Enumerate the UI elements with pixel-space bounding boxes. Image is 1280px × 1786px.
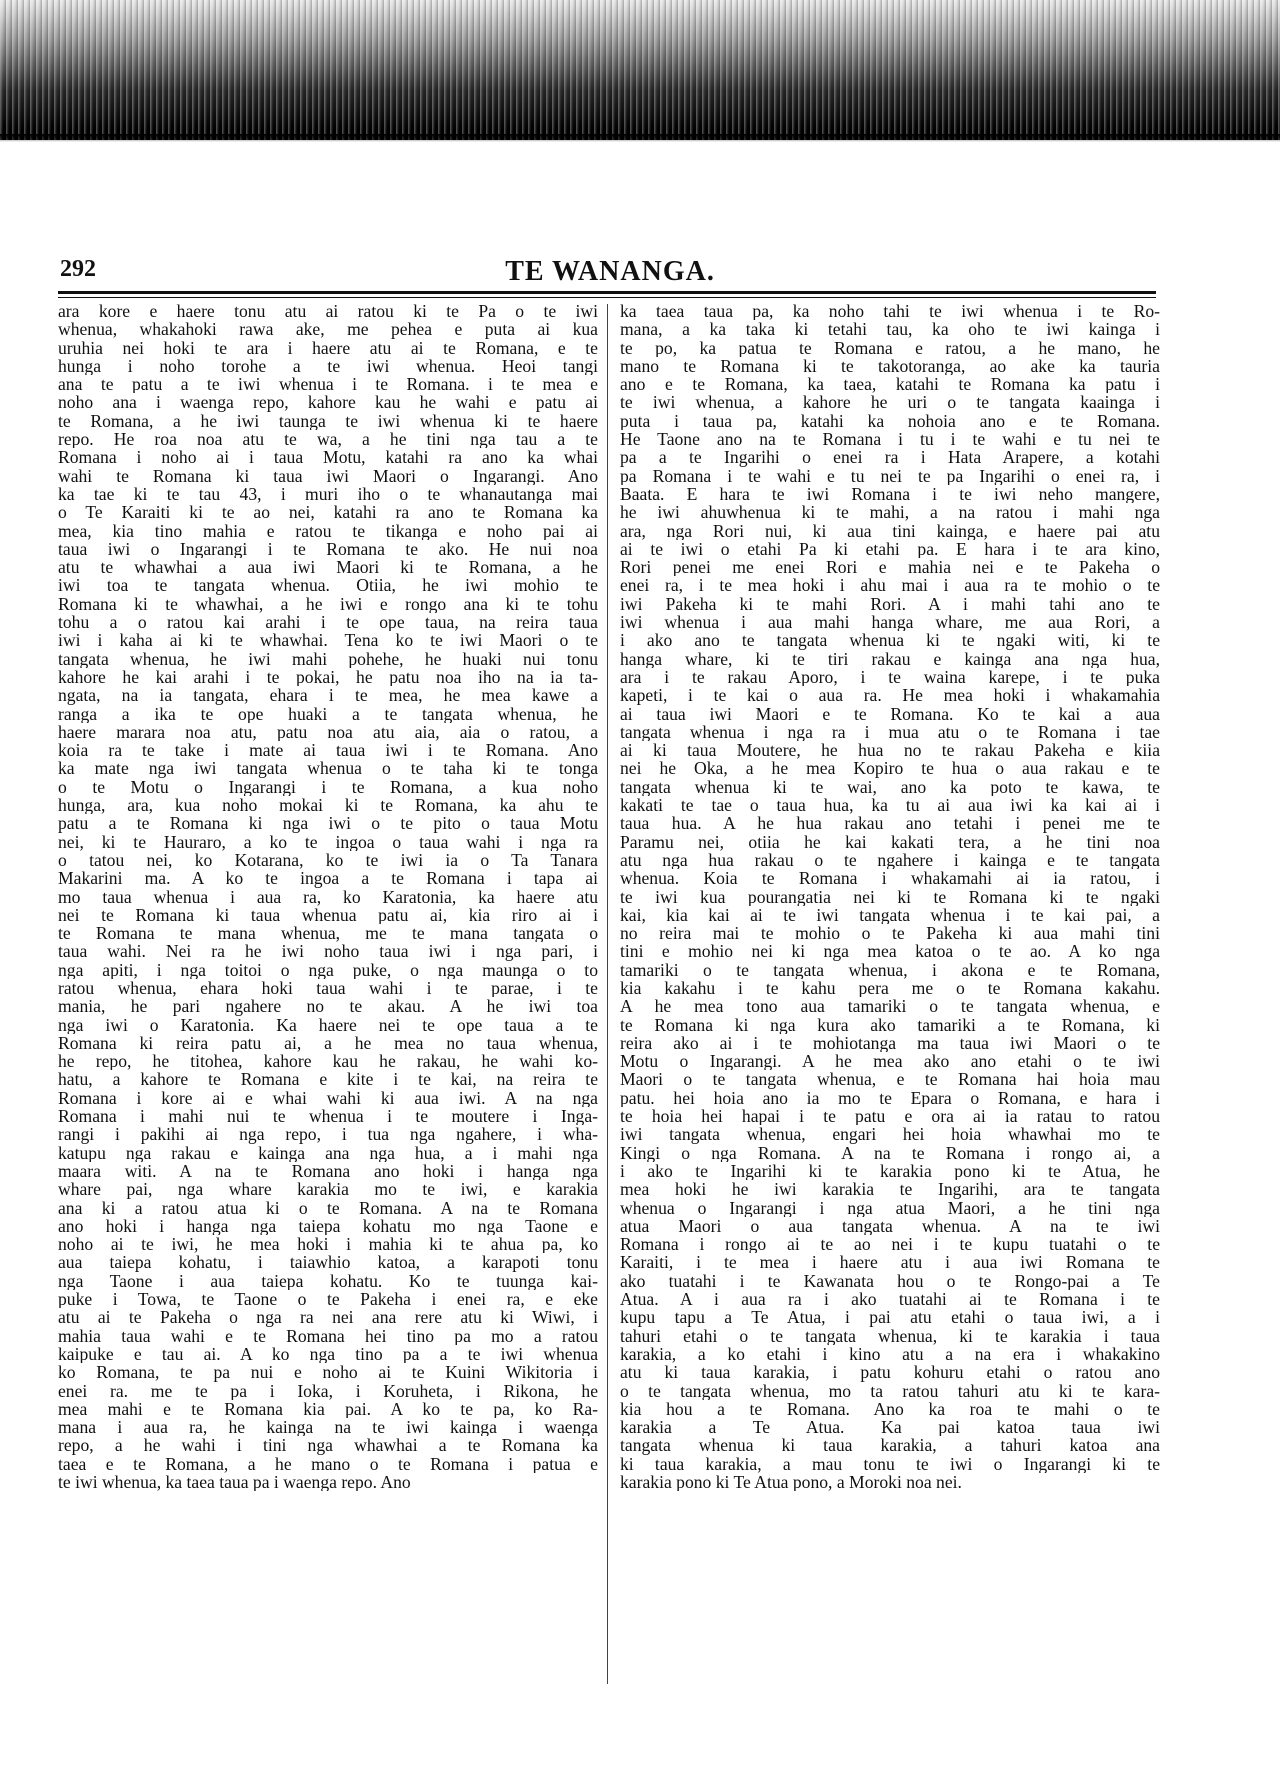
- text-line: i ako te Ingarihi ki te karakia pono ki te Atua, he: [620, 1161, 1160, 1181]
- text-line: hatu, a kahore te Romana e kite i te kai, na reira te: [58, 1070, 598, 1089]
- text-line: ana te patu a te iwi whenua i te Romana. i te mea e: [58, 375, 598, 394]
- text-line: pa a te Ingarihi o enei ra i Hata Arapere, a kotahi: [620, 448, 1160, 467]
- text-line: A he mea tono aua tamariki o te tangata whenua, e: [620, 997, 1160, 1016]
- text-line: te iwi kua pourangatia nei ki te Romana ki te ngaki: [620, 887, 1160, 906]
- text-line: te Romana te mana whenua, me te mana tangata o: [58, 924, 598, 943]
- text-line: kahore he kai arahi i te pokai, he patu noa iho na ia ta-: [58, 667, 598, 687]
- header-rule-thick: [58, 291, 1156, 294]
- text-line: tangata whenua ki te wai, ano ka poto te kawa, te: [620, 777, 1160, 797]
- text-line: ano hoki i hanga nga taiepa kohatu mo nga Taone e: [58, 1216, 598, 1236]
- text-line: te po, ka patua te Romana e ratou, a he mano, he: [620, 338, 1160, 357]
- text-line: ano e te Romana, ka taea, katahi te Romana ka patu i: [620, 375, 1160, 394]
- text-line: ara kore e haere tonu atu ai ratou ki te Pa o te iwi: [58, 302, 598, 321]
- text-line: reira ako ai i te mohiotanga ma taua iwi Maori o te: [620, 1033, 1160, 1053]
- text-line: enei ra. me te pa i Ioka, i Koruheta, i Rikona, he: [58, 1381, 598, 1400]
- text-line: te hoia hei hapai i te patu e ora ai ia ratau to ratou: [620, 1107, 1160, 1126]
- text-line: ko Romana, te pa nui e noho ai te Kuini Wikitoria i: [58, 1363, 598, 1382]
- scan-band-edge: [0, 134, 1280, 142]
- text-line: katupu nga rakau e kainga ana nga hua, a i mahi nga: [58, 1143, 598, 1162]
- text-line: Makarini ma. A ko te ingoa a te Romana i tapa ai: [58, 869, 598, 888]
- text-line: He Taone ano na te Romana i tu i te wahi e tu nei te: [620, 430, 1160, 449]
- text-line: te Romana, a he iwi taunga te iwi whenua ki te haere: [58, 411, 598, 431]
- text-line: Romana i kore ai e whai wahi ki aua iwi. A na nga: [58, 1088, 598, 1108]
- text-line: karakia a Te Atua. Ka pai katoa taua iwi: [620, 1418, 1160, 1437]
- text-line: mania, he pari ngahere no te akau. A he iwi toa: [58, 997, 598, 1016]
- text-line: iwi tangata whenua, engari hei hoia whawhai mo te: [620, 1125, 1160, 1144]
- text-line: atua Maori o aua tangata whenua. A na te iwi: [620, 1216, 1160, 1236]
- text-line: ka mate nga iwi tangata whenua o te taha ki te tonga: [58, 759, 598, 778]
- text-line: tini e mohio nei ki nga mea katoa o te ao. A ko nga: [620, 942, 1160, 961]
- text-line: iwi i kaha ai ki te whawhai. Tena ko te iwi Maori o te: [58, 631, 598, 650]
- header-rule-thin: [58, 297, 1156, 298]
- text-line: patu a te Romana ki nga iwi o te pito o taua Motu: [58, 814, 598, 833]
- text-line: o te tangata whenua, mo ta ratou tahuri atu ki te kara-: [620, 1381, 1160, 1400]
- text-line: wahi te Romana ki taua iwi Maori o Ingarangi. Ano: [58, 466, 598, 485]
- text-line: whenua, whakahoki rawa ake, me pehea e puta ai kua: [58, 320, 598, 339]
- text-line: puke i Towa, te Taone o te Pakeha i enei ra, e eke: [58, 1290, 598, 1309]
- page-title: TE WANANGA.: [505, 256, 715, 287]
- text-line: kaipuke e tau ai. A ko nga tino pa a te iwi whenua: [58, 1344, 598, 1364]
- text-line: ara i te rakau Aporo, i te waina karepe, i te puka: [620, 667, 1160, 687]
- text-line: taua iwi o Ingarangi i te Romana te ako. He nui noa: [58, 539, 598, 559]
- text-line: ana ki a ratou atua ki o te Romana. A na te Romana: [58, 1198, 598, 1217]
- scan-dark-band: [0, 0, 1280, 140]
- text-line: karakia, a ko etahi i kino atu a na era i whakakino: [620, 1344, 1160, 1364]
- text-line: tamariki o te tangata whenua, i akona e te Romana,: [620, 960, 1160, 979]
- text-line: Atua. A i aua ra i ako tuatahi ai te Romana i te: [620, 1290, 1160, 1309]
- text-line: kia kakahu i te kahu pera me o te Romana kakahu.: [620, 978, 1160, 998]
- column-divider: [607, 304, 608, 1684]
- text-line: nga apiti, i nga toitoi o nga puke, o nga maunga o to: [58, 960, 598, 979]
- text-line: Motu o Ingarangi. A he mea ako ano etahi o te iwi: [620, 1052, 1160, 1071]
- text-line: he repo, he titohea, kahore kau he rakau, he wahi ko-: [58, 1052, 598, 1071]
- text-line: nei he Oka, a he mea Kopiro te hua o aua rakau e te: [620, 759, 1160, 778]
- text-line: mahia taua wahi e te Romana hei tino pa mo a ratou: [58, 1326, 598, 1345]
- text-line: haere marara noa atu, patu noa atu aia, aia o ratou, a: [58, 722, 598, 742]
- text-line: Kingi o nga Romana. A na te Romana i rongo ai, a: [620, 1143, 1160, 1162]
- text-line: ai ki taua Moutere, he hua no te rakau Pakeha e kiia: [620, 741, 1160, 760]
- text-line: mano te Romana ki te takotoranga, ao ake ka tauria: [620, 356, 1160, 376]
- text-line: nga Taone i aua taiepa kohatu. Ko te tuunga kai-: [58, 1271, 598, 1291]
- text-line: he iwi ahuwhenua ki te mahi, a na ratou i mahi nga: [620, 503, 1160, 522]
- text-line: kia hou a te Romana. Ano ka roa te mahi o te: [620, 1399, 1160, 1419]
- text-line: atu ki taua karakia, i patu kohuru etahi o ratou ano: [620, 1363, 1160, 1382]
- text-line: atu nga hua rakau o te ngahere i kainga e te tangata: [620, 850, 1160, 870]
- text-line: kapeti, i te kai o aua ra. He mea hoki i whakamahia: [620, 686, 1160, 705]
- text-line: iwi whenua i aua mahi hanga whare, me aua Rori, a: [620, 613, 1160, 632]
- page-header: [60, 256, 1160, 296]
- text-line: mea mahi e te Romana kia pai. A ko te pa, ko Ra-: [58, 1399, 598, 1419]
- text-line: enei ra, i te mea hoki i ahu mai i aua ra te mohio o te: [620, 576, 1160, 595]
- text-line: iwi toa te tangata whenua. Otiia, he iwi mohio te: [58, 576, 598, 595]
- text-line: mea, kia tino mahia e ratou te tikanga e noho pai ai: [58, 521, 598, 540]
- text-line: Romana ki reira patu ai, a he mea no taua whenua,: [58, 1033, 598, 1053]
- text-line: no reira mai te mohio o te Pakeha ki aua mahi tini: [620, 924, 1160, 943]
- text-line: kai, kia kai ai te iwi tangata whenua i te kai pai, a: [620, 905, 1160, 925]
- text-line: mana i aua ra, he kainga na te iwi kainga i waenga: [58, 1418, 598, 1437]
- right-column: [620, 302, 1160, 1491]
- text-line: Romana i rongo ai te ao nei i te kupu tuatahi o te: [620, 1235, 1160, 1254]
- text-line: tahuri etahi o te tangata whenua, ki te karakia i taua: [620, 1326, 1160, 1345]
- text-line: ngata, na ia tangata, ehara i te mea, he mea kawe a: [58, 686, 598, 705]
- text-line: atu ai te Pakeha o nga ra nei ana rere atu ki Wiwi, i: [58, 1308, 598, 1327]
- text-line: tangata whenua ki taua karakia, a tahuri katoa ana: [620, 1436, 1160, 1455]
- text-line: Rori penei me enei Rori e mahia nei e te Pakeha o: [620, 558, 1160, 577]
- text-line: repo, a he wahi i tini nga whawhai a te Romana ka: [58, 1436, 598, 1455]
- text-line: aua taiepa kohatu, i taiawhio katoa, a karapoti tonu: [58, 1253, 598, 1272]
- text-line: taua wahi. Nei ra he iwi noho taua iwi i nga pari, i: [58, 942, 598, 961]
- text-line: uruhia nei hoki te ara i haere atu ai te Romana, e te: [58, 338, 598, 357]
- text-line: koia ra te take i mate ai taua iwi i te Romana. Ano: [58, 741, 598, 760]
- text-line: whenua o Ingarangi i nga atua Maori, a he tini nga: [620, 1198, 1160, 1217]
- text-line: whare pai, nga whare karakia mo te iwi, e karakia: [58, 1180, 598, 1199]
- text-line: o Te Karaiti ki te ao nei, katahi ra ano te Romana ka: [58, 503, 598, 522]
- text-line: ki taua karakia, a mau tonu te iwi o Ingarangi ki te: [620, 1454, 1160, 1473]
- text-line: ara, nga Rori nui, ki aua tini kainga, e haere pai atu: [620, 521, 1160, 540]
- page-number: 292: [60, 256, 96, 282]
- text-line: ratou whenua, ehara hoki taua wahi i te parae, i te: [58, 978, 598, 998]
- text-line: noho ai te iwi, he mea hoki i mahia ki te ahua pa, ko: [58, 1235, 598, 1254]
- text-line: repo. He roa noa atu te wa, a he tini nga tau a te: [58, 430, 598, 449]
- text-line: mana, a ka taka ki tetahi tau, ka oho te iwi kainga i: [620, 320, 1160, 339]
- text-line: Paramu nei, otiia he kai kakati tera, a he tini noa: [620, 832, 1160, 851]
- text-line: tangata whenua i nga ra i mua atu o te Romana i tae: [620, 722, 1160, 742]
- text-line: Romana ki te whawhai, a he iwi e rongo ana ki te tohu: [58, 594, 598, 614]
- text-line: maara witi. A na te Romana ano hoki i hanga nga: [58, 1161, 598, 1181]
- text-line: rangi i pakihi ai nga repo, i tua nga ngahere, i wha-: [58, 1125, 598, 1144]
- text-line: iwi Pakeha ki te mahi Rori. A i mahi tahi ano te: [620, 594, 1160, 614]
- text-line: ka taea taua pa, ka noho tahi te iwi whenua i te Ro-: [620, 302, 1160, 321]
- text-line: tohu a o ratou kai arahi i te ope taua, na reira taua: [58, 613, 598, 632]
- text-line: kakati te tae o taua hua, ka tu ai aua iwi ka kai ai i: [620, 796, 1160, 815]
- text-line: kupu tapu a Te Atua, i pai atu etahi o taua iwi, a i: [620, 1308, 1160, 1327]
- text-line: Baata. E hara te iwi Romana i te iwi neho mangere,: [620, 484, 1160, 504]
- text-line: Karaiti, i te mea i haere atu i aua iwi Romana te: [620, 1253, 1160, 1272]
- text-line: noho ana i waenga repo, kahore kau he wahi e patu ai: [58, 393, 598, 412]
- text-line: te iwi whenua, a kahore he uri o te tangata kaainga i: [620, 393, 1160, 412]
- text-line: taua hua. A he hua rakau ano tetahi i penei me te: [620, 814, 1160, 833]
- text-line: hunga, ara, kua noho mokai ki te Romana, ka ahu te: [58, 796, 598, 815]
- text-line: Maori o te tangata whenua, e te Romana hai hoia mau: [620, 1070, 1160, 1089]
- text-line: tangata whenua, he iwi mahi pohehe, he huaki nui tonu: [58, 649, 598, 668]
- text-line: ka tae ki te tau 43, i muri iho o te whanautanga mai: [58, 484, 598, 504]
- text-line: hanga whare, ki te tiri rakau e kainga ana nga hua,: [620, 649, 1160, 668]
- text-line: ai taua iwi Maori e te Romana. Ko te kai a aua: [620, 704, 1160, 723]
- text-line: i ako ano te tangata whenua ki te ngaki witi, ki te: [620, 631, 1160, 650]
- left-column: [58, 302, 598, 1491]
- text-line: nei, ki te Hauraro, a ko te ingoa o taua wahi i nga ra: [58, 832, 598, 851]
- text-line: Romana i mahi nui te whenua i te moutere i Inga-: [58, 1107, 598, 1126]
- text-line: whenua. Koia te Romana i whakamahi ai ia ratou, i: [620, 869, 1160, 888]
- text-line: ako tuatahi i te Kawanata hou o te Rongo-pai a Te: [620, 1271, 1160, 1291]
- text-line: puta i taua pa, katahi ka nohoia ano e te Romana.: [620, 411, 1160, 431]
- text-line: te Romana ki nga kura ako tamariki a te Romana, ki: [620, 1015, 1160, 1034]
- text-line: te iwi whenua, ka taea taua pa i waenga repo. Ano: [58, 1473, 411, 1492]
- text-line: Romana i noho ai i taua Motu, katahi ra ano ka whai: [58, 448, 598, 467]
- text-line: patu. hei hoia ano ia mo te Epara o Romana, e hara i: [620, 1088, 1160, 1108]
- text-line: ranga a ika te ope huaki a te tangata whenua, he: [58, 704, 598, 723]
- text-line: mo taua whenua i aua ra, ko Karatonia, ka haere atu: [58, 887, 598, 906]
- text-line: nga iwi o Karatonia. Ka haere nei te ope taua a te: [58, 1015, 598, 1034]
- text-line: karakia pono ki Te Atua pono, a Moroki noa nei.: [620, 1473, 962, 1492]
- text-line: atu te whawhai a aua iwi Maori ki te Romana, a he: [58, 558, 598, 577]
- text-line: taea e te Romana, a he mano o te Romana i patua e: [58, 1454, 598, 1473]
- text-line: hunga i noho torohe a te iwi whenua. Heoi tangi: [58, 356, 598, 376]
- text-line: mea hoki he iwi karakia te Ingarihi, ara te tangata: [620, 1180, 1160, 1199]
- text-line: ai te iwi o etahi Pa ki etahi pa. E hara i te ara kino,: [620, 539, 1160, 559]
- text-line: nei te Romana ki taua whenua patu ai, kia riro ai i: [58, 905, 598, 925]
- text-line: pa Romana i te wahi e tu nei te pa Ingarihi o enei ra, i: [620, 466, 1160, 485]
- text-line: o te Motu o Ingarangi i te Romana, a kua noho: [58, 777, 598, 797]
- text-line: o tatou nei, ko Kotarana, ko te iwi ia o Ta Tanara: [58, 850, 598, 870]
